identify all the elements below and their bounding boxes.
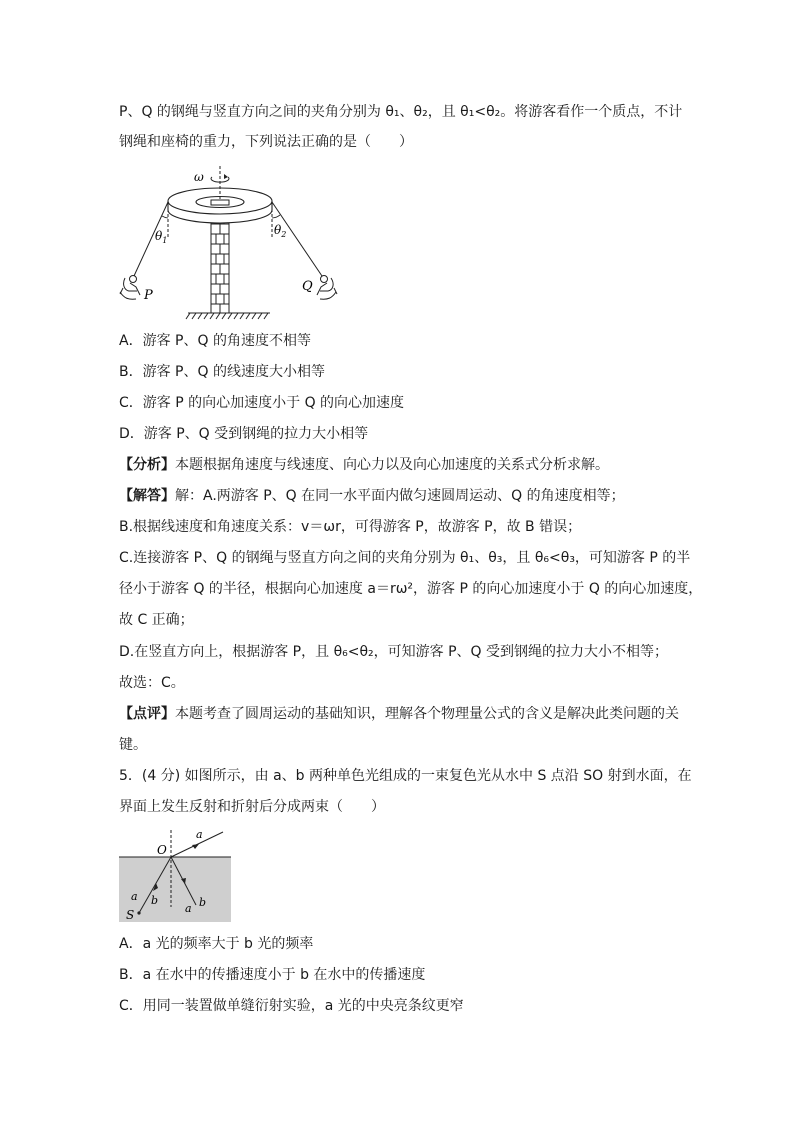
omega-label: ω [194, 170, 204, 184]
angle-arc-theta1 [162, 216, 168, 218]
theta1-label: $\theta_1$ [155, 229, 168, 245]
label-a-left: a [131, 890, 138, 903]
analysis-text: 本题根据角速度与线速度、向心力以及向心加速度的关系式分析求解。 [175, 457, 609, 473]
answer-tag: 【解答】 [119, 488, 175, 504]
answer-text-1: 解：A.两游客 P、Q 在同一水平面内做匀速圆周运动、Q 的角速度相等； [175, 488, 625, 504]
q4-comment-line-1 [119, 704, 679, 724]
rider-q-icon [317, 276, 337, 300]
q4-answer-line-5: 故 C 正确； [119, 612, 194, 628]
rotation-arrowhead-icon [224, 174, 228, 179]
p-label: P [144, 288, 153, 303]
theta2-label: $\theta_2$ [274, 223, 287, 239]
q4-option-a: A．游客 P、Q 的角速度不相等 [119, 333, 311, 349]
ground [186, 313, 270, 319]
q5-option-b: B．a 在水中的传播速度小于 b 在水中的传播速度 [119, 967, 426, 983]
comment-tag: 【点评】 [119, 706, 175, 722]
q5-option-c: C．用同一装置做单缝衍射实验，a 光的中央亮条纹更窄 [119, 998, 464, 1014]
label-a-top: a [196, 828, 203, 841]
q4-answer-line-7: 故选：C。 [119, 675, 185, 691]
q5-stem-line-1: 5．(4 分) 如图所示，由 a、b 两种单色光组成的一束复色光从水中 S 点沿 SO 射到水面，在 [119, 768, 692, 784]
analysis-tag: 【分析】 [119, 457, 175, 473]
rider-p-icon [120, 276, 140, 300]
q4-answer-line-3: C.连接游客 P、Q 的钢绳与竖直方向之间的夹角分别为 θ₁、θ₃，且 θ₆<θ₃，可知游客 P 的半 [119, 550, 691, 566]
q-label: Q [302, 279, 313, 294]
source-point [137, 911, 140, 914]
q4-option-d: D．游客 P、Q 受到钢绳的拉力大小相等 [119, 426, 369, 442]
comment-text-1: 本题考查了圆周运动的基础知识，理解各个物理量公式的含义是解决此类问题的关 [175, 706, 679, 722]
q5-stem-line-2: 界面上发生反射和折射后分成两束（ ） [119, 799, 385, 815]
q4-answer-line-6: D.在竖直方向上，根据游客 P，且 θ₆<θ₂，可知游客 P、Q 受到钢绳的拉力大小不相等； [119, 644, 669, 660]
q4-answer-line-1 [119, 486, 625, 506]
angle-arc-theta2 [272, 215, 280, 218]
q5-option-a: A．a 光的频率大于 b 光的频率 [119, 936, 314, 952]
label-a-right: a [185, 902, 192, 915]
q4-analysis [119, 455, 609, 475]
point-s-label: S [126, 908, 135, 922]
rope-q [272, 202, 322, 276]
pillar-top [211, 200, 229, 205]
swing-ride-figure [110, 164, 360, 320]
q4-comment-line-2: 键。 [119, 737, 147, 753]
q4-stem-line-2: 钢绳和座椅的重力，下列说法正确的是（ ） [119, 134, 413, 150]
q4-answer-line-4: 径小于游客 Q 的半径，根据向心加速度 a＝rω²，游客 P 的向心加速度小于 Q 的向心加速度， [119, 581, 703, 597]
q4-stem-line-1: P、Q 的钢绳与竖直方向之间的夹角分别为 θ₁、θ₂，且 θ₁<θ₂。将游客看作一个质点，不计 [119, 104, 683, 120]
label-b-left: b [151, 894, 159, 907]
q4-answer-line-2: B.根据线速度和角速度关系：v＝ωr，可得游客 P，故游客 P，故 B 错误； [119, 519, 582, 535]
q4-option-c: C．游客 P 的向心加速度小于 Q 的向心加速度 [119, 395, 405, 411]
q4-option-b: B．游客 P、Q 的线速度大小相等 [119, 364, 325, 380]
label-b-right: b [199, 896, 207, 909]
point-o-label: O [157, 843, 167, 857]
refraction-figure [119, 827, 233, 923]
